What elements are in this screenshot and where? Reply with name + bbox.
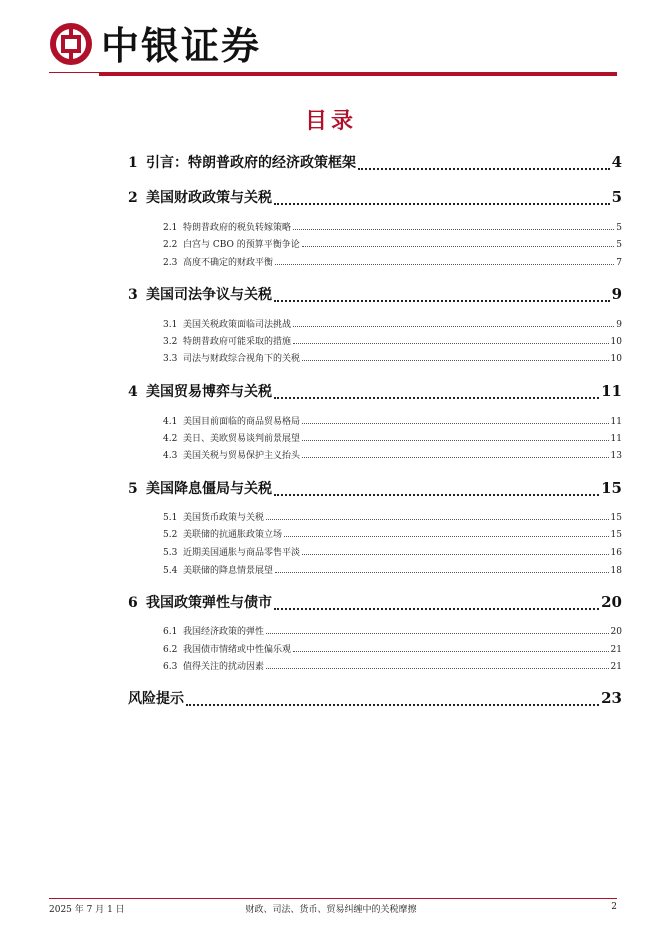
toc-item-5-2[interactable] bbox=[163, 527, 622, 540]
toc-item-label: 5.2 美联储的抗通胀政策立场 bbox=[163, 530, 283, 540]
toc-title: 目录 bbox=[304, 109, 357, 134]
toc-page-number: 5 bbox=[611, 188, 622, 206]
toc-page-number: 23 bbox=[601, 689, 622, 707]
toc-leader-dots bbox=[284, 536, 609, 537]
toc-item-label: 3.1 美国关税政策面临司法挑战 bbox=[163, 320, 292, 330]
toc-leader-dots bbox=[302, 554, 609, 555]
toc-page-number: 13 bbox=[610, 451, 622, 461]
toc-section-label: 1 引言：特朗普政府的经济政策框架 bbox=[128, 155, 356, 171]
toc-item-5-1[interactable] bbox=[163, 510, 622, 523]
toc-item-6-1[interactable] bbox=[163, 624, 622, 637]
toc-section-risk[interactable] bbox=[128, 688, 622, 708]
footer-date: 2025 年 7 月 1 日 bbox=[49, 905, 125, 915]
toc-page-number: 9 bbox=[616, 320, 622, 330]
toc-section-label: 6 我国政策弹性与债市 bbox=[128, 595, 272, 611]
toc-leader-dots bbox=[274, 494, 599, 496]
toc-section-label: 2 美国财政政策与关税 bbox=[128, 190, 272, 206]
footer-report-title: 财政、司法、货币、贸易纠缠中的关税摩擦 bbox=[245, 905, 417, 915]
toc-leader-dots bbox=[274, 203, 610, 205]
toc-item-2-3[interactable] bbox=[163, 255, 622, 268]
toc-section-label: 3 美国司法争议与关税 bbox=[128, 287, 272, 303]
toc-page-number: 15 bbox=[610, 530, 622, 540]
toc-item-label: 2.3 高度不确定的财政平衡 bbox=[163, 258, 274, 268]
toc-leader-dots bbox=[275, 264, 614, 265]
toc-item-label: 5.3 近期美国通胀与商品零售平淡 bbox=[163, 548, 301, 558]
toc-leader-dots bbox=[293, 229, 614, 230]
toc-page-number: 7 bbox=[616, 258, 622, 268]
toc-section-label: 5 美国降息僵局与关税 bbox=[128, 481, 272, 497]
toc-item-label: 4.1 美国目前面临的商品贸易格局 bbox=[163, 417, 301, 427]
toc-page-number: 11 bbox=[610, 434, 622, 444]
toc-item-4-2[interactable] bbox=[163, 431, 622, 444]
toc-item-label: 3.2 特朗普政府可能采取的措施 bbox=[163, 337, 292, 347]
toc-page-number: 11 bbox=[610, 417, 622, 427]
toc-page-number: 15 bbox=[610, 513, 622, 523]
toc-item-4-1[interactable] bbox=[163, 414, 622, 427]
toc-page-number: 5 bbox=[616, 223, 622, 233]
toc-leader-dots bbox=[302, 360, 609, 361]
toc-page-number: 20 bbox=[610, 627, 622, 637]
toc-leader-dots bbox=[266, 633, 609, 634]
toc-leader-dots bbox=[302, 423, 609, 424]
toc-item-3-3[interactable] bbox=[163, 351, 622, 364]
toc-leader-dots bbox=[186, 704, 599, 706]
toc-item-5-4[interactable] bbox=[163, 563, 622, 576]
toc-page-number: 11 bbox=[601, 382, 622, 400]
brand-name: 中银证券 bbox=[101, 23, 262, 68]
toc-item-label: 4.2 美日、美欧贸易谈判前景展望 bbox=[163, 434, 301, 444]
toc-page-number: 9 bbox=[611, 285, 622, 303]
toc-leader-dots bbox=[302, 457, 609, 458]
toc-item-3-1[interactable] bbox=[163, 317, 622, 330]
toc-section-3[interactable] bbox=[128, 284, 622, 304]
toc-section-6[interactable] bbox=[128, 592, 622, 612]
toc-leader-dots bbox=[274, 300, 610, 302]
toc-leader-dots bbox=[358, 168, 610, 170]
toc-leader-dots bbox=[293, 326, 614, 327]
toc-item-2-1[interactable] bbox=[163, 220, 622, 233]
toc-section-5[interactable] bbox=[128, 478, 622, 498]
footer-rule bbox=[49, 898, 617, 899]
toc-section-label: 风险提示 bbox=[128, 691, 184, 707]
toc-item-label: 5.4 美联储的降息情景展望 bbox=[163, 566, 274, 576]
toc-leader-dots bbox=[293, 651, 609, 652]
toc-item-label: 4.3 美国关税与贸易保护主义抬头 bbox=[163, 451, 301, 461]
footer-page-number: 2 bbox=[611, 902, 617, 912]
toc-item-4-3[interactable] bbox=[163, 448, 622, 461]
toc-leader-dots bbox=[275, 572, 609, 573]
toc-page-number: 5 bbox=[616, 240, 622, 250]
bank-of-china-logo-icon bbox=[49, 22, 93, 66]
toc-item-3-2[interactable] bbox=[163, 334, 622, 347]
toc-page-number: 15 bbox=[601, 479, 622, 497]
page-header bbox=[49, 22, 617, 76]
toc-item-label: 6.2 我国债市情绪或中性偏乐观 bbox=[163, 645, 292, 655]
toc-page-number: 20 bbox=[601, 593, 622, 611]
toc-item-label: 5.1 美国货币政策与关税 bbox=[163, 513, 265, 523]
toc-section-label: 4 美国贸易博弈与关税 bbox=[128, 384, 272, 400]
toc-leader-dots bbox=[293, 343, 609, 344]
toc-leader-dots bbox=[302, 440, 609, 441]
toc-item-label: 2.2 白宫与 CBO 的预算平衡争论 bbox=[163, 240, 300, 250]
toc-leader-dots bbox=[274, 608, 599, 610]
toc-item-2-2[interactable] bbox=[163, 237, 622, 250]
toc-item-label: 3.3 司法与财政综合视角下的关税 bbox=[163, 354, 301, 364]
toc-page-number: 10 bbox=[610, 337, 622, 347]
toc-page-number: 21 bbox=[610, 645, 622, 655]
toc-page-number: 21 bbox=[610, 662, 622, 672]
toc-item-6-3[interactable] bbox=[163, 659, 622, 672]
toc-page-number: 16 bbox=[610, 548, 622, 558]
toc-item-5-3[interactable] bbox=[163, 545, 622, 558]
header-rule-thick bbox=[99, 73, 617, 76]
toc-leader-dots bbox=[302, 246, 614, 247]
toc-page-number: 18 bbox=[610, 566, 622, 576]
toc-page-number: 10 bbox=[610, 354, 622, 364]
toc-leader-dots bbox=[266, 668, 609, 669]
toc-item-6-2[interactable] bbox=[163, 642, 622, 655]
toc-page-number: 4 bbox=[611, 153, 622, 171]
toc-section-4[interactable] bbox=[128, 381, 622, 401]
toc-item-label: 6.3 值得关注的扰动因素 bbox=[163, 662, 265, 672]
toc-section-2[interactable] bbox=[128, 187, 622, 207]
toc-item-label: 6.1 我国经济政策的弹性 bbox=[163, 627, 265, 637]
toc-leader-dots bbox=[266, 519, 609, 520]
toc-leader-dots bbox=[274, 397, 599, 399]
toc-section-1[interactable] bbox=[128, 152, 622, 172]
toc-item-label: 2.1 特朗普政府的税负转嫁策略 bbox=[163, 223, 292, 233]
